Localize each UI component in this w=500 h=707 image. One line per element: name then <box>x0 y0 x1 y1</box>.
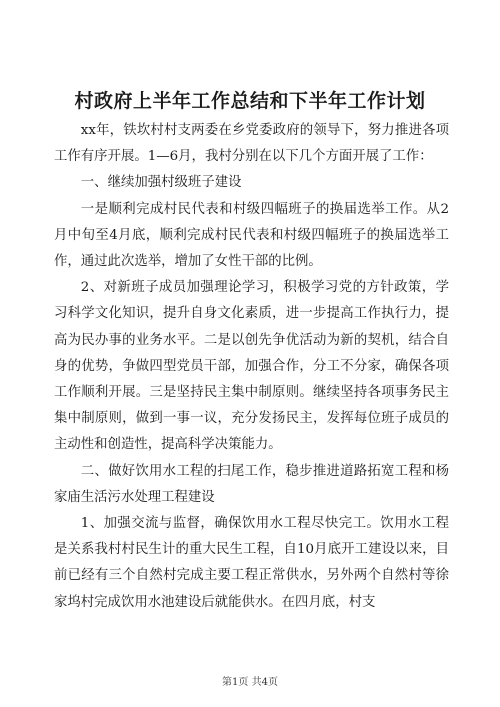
paragraph-water-project: 1、加强交流与监督，确保饮用水工程尽快完工。饮用水工程是关系我村村民生计的重大民生工程，自10月底开工建设以来，目前已经有三个自然村完成主要工程正常供水，另外两个自然村等徐家坞村完成饮用水池建设后就能供水。在四月底，村支 <box>54 516 449 610</box>
section-heading-2: 二、做好饮用水工程的扫尾工作，稳步推进道路拓宽工程和杨家庙生活污水处理工程建设 <box>54 463 449 505</box>
paragraph-study: 2、对新班子成员加强理论学习，积极学习党的方针政策，学习科学文化知识，提升自身文化素质，进一步提高工作执行力，提高为民办事的业务水平。二是以创先争优活动为新的契机，结合自身的优势，争做四型党员干部，加强合作，分工不分家，确保各项工作顺利开展。三是坚持民主集中制原则。继续坚持各项事务民主集中制原则，做到一事一议，充分发扬民主，发挥每位班子成员的主动性和创造性，提高科学决策能力。 <box>54 280 449 453</box>
paragraph-election: 一是顺利完成村民代表和村级四幅班子的换届选举工作。从2月中旬至4月底，顺利完成村民代表和村级四幅班子的换届选举工作，通过此次选举，增加了女性干部的比例。 <box>54 201 449 270</box>
document-body <box>54 118 449 616</box>
document-title: 村政府上半年工作总结和下半年工作计划 <box>74 90 426 112</box>
section-heading-1: 一、继续加强村级班子建设 <box>80 175 242 191</box>
page-footer: 第1页 共4页 <box>222 677 278 688</box>
paragraph-intro: xx年，铁坎村村支两委在乡党委政府的领导下，努力推进各项工作有序开展。1—6月，我村分别在以下几个方面开展了工作： <box>54 123 449 165</box>
